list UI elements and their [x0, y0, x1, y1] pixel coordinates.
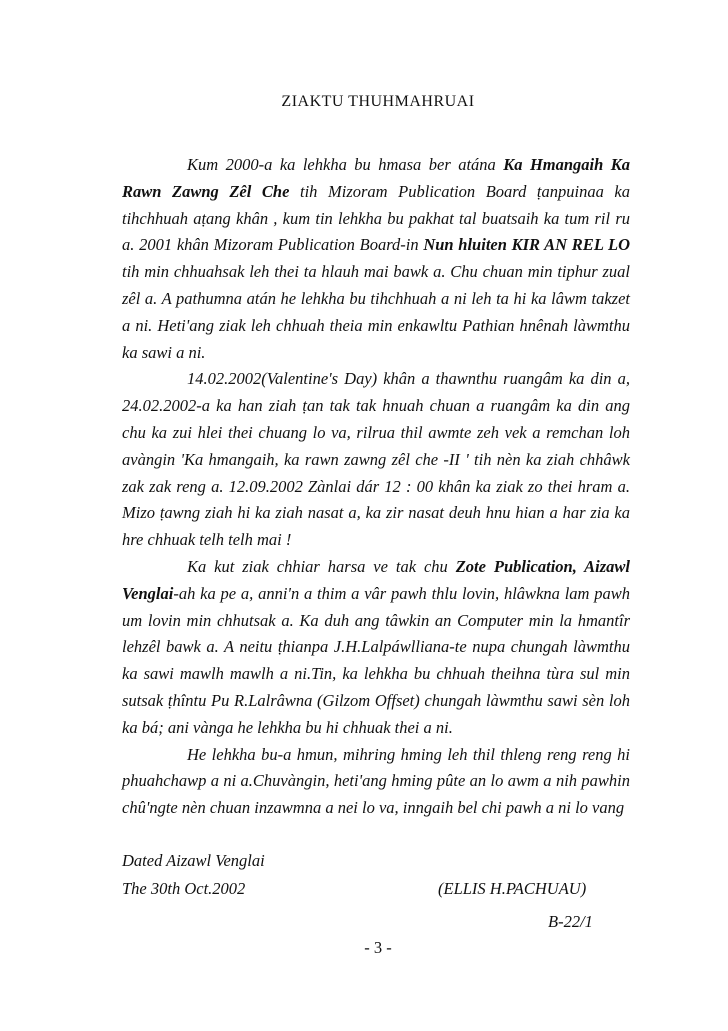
page-number: - 3 -: [364, 938, 392, 957]
paragraph-2: [122, 366, 630, 554]
paragraph-text: Ka kut ziak chhiar harsa ve tak chu: [187, 556, 456, 576]
paragraph-text: He lehkha bu-a hmun, mihring hming leh thil thleng reng reng hi phuahchawp a ni a.Chuvàngin, heti'ang hming pûte an lo awm a nih pawhin chû'ngte nèn chuan inzawmna a nei lo va, inngaih bel chi pawh a ni lo vang: [122, 744, 630, 818]
page-title: ZIAKTU THUHMAHRUAI: [281, 93, 475, 110]
paragraph-text: Kum 2000-a ka lehkha bu hmasa ber atána: [187, 155, 504, 174]
paragraph-4: [122, 742, 630, 822]
date-line: The 30th Oct.2002: [122, 879, 246, 898]
bold-title-text: Nun hluiten KIR AN REL LO: [423, 235, 630, 255]
bold-title-text: Zote Publication, Aizawl Venglai: [122, 556, 630, 603]
paragraph-3: [122, 554, 630, 742]
reference-code: B-22/1: [548, 912, 593, 931]
paragraph-1: [122, 152, 630, 366]
bold-title-text: Ka Hmangaih Ka Rawn Zawng Zêl Che: [122, 155, 630, 201]
dated-place: Dated Aizawl Venglai: [122, 851, 265, 870]
paragraph-text: tih min chhuahsak leh thei ta hlauh mai bawk a. Chu chuan min tiphur zual zêl a. A pathumna atán he lehkha bu tihchhuah a ni leh ta hi ka lâwm takzet a ni. Heti'ang ziak leh chhuah theia min enkawltu Pathian hnênah làwmthu ka sawi a ni.: [122, 262, 630, 362]
signature-name: (ELLIS H.PACHUAU): [438, 879, 587, 898]
paragraph-text: tih Mizoram Publication Board ṭanpuinaa ka tihchhuah aṭang khân , kum tin lehkha bu pakhat tal buatsaih ka tum ril ru a. 2001 khân Mizoram Publication Board-in: [122, 181, 630, 255]
paragraph-text: 14.02.2002(Valentine's Day) khân a thawnthu ruangâm ka din a, 24.02.2002-a ka han ziah ṭan tak tak hnuah chuan a ruangâm ka din ang chu ka zui hlei thei chuang lo va, rilrua thil awmte zeh vek a remchan loh avàngin 'Ka hmangaih, ka rawn zawng zêl che -II ' tih nèn ka ziah chhâwk zak zak reng a. 12.09.2002 Zànlai dár 12 : 00 khân ka ziak zo thei hram a. Mizo ṭawng ziah hi ka ziah nasat a, ka zir nasat deuh hnu hian a har zia ka hre chhuak telh telh mai !: [122, 369, 630, 550]
preface-body: [122, 152, 630, 822]
paragraph-text: -ah ka pe a, anni'n a thim a vâr pawh thlu lovin, hlâwkna lam pawh um lovin min chhutsak a. Ka duh ang tâwkin an Computer min la hmantîr lehzêl bawk a. A neitu ṭhianpa J.H.Lalpáwlliana-te nupa chungah làwmthu ka sawi mawlh mawlh a ni.Tin, ka lehkha bu chhuah theihna tùra sul min sutsak ṭhîntu Pu R.Lalrâwna (Gilzom Offset) chungah làwmthu sawi sèn loh ka bá; ani vànga he lehkha bu hi chhuak thei a ni.: [122, 583, 630, 737]
